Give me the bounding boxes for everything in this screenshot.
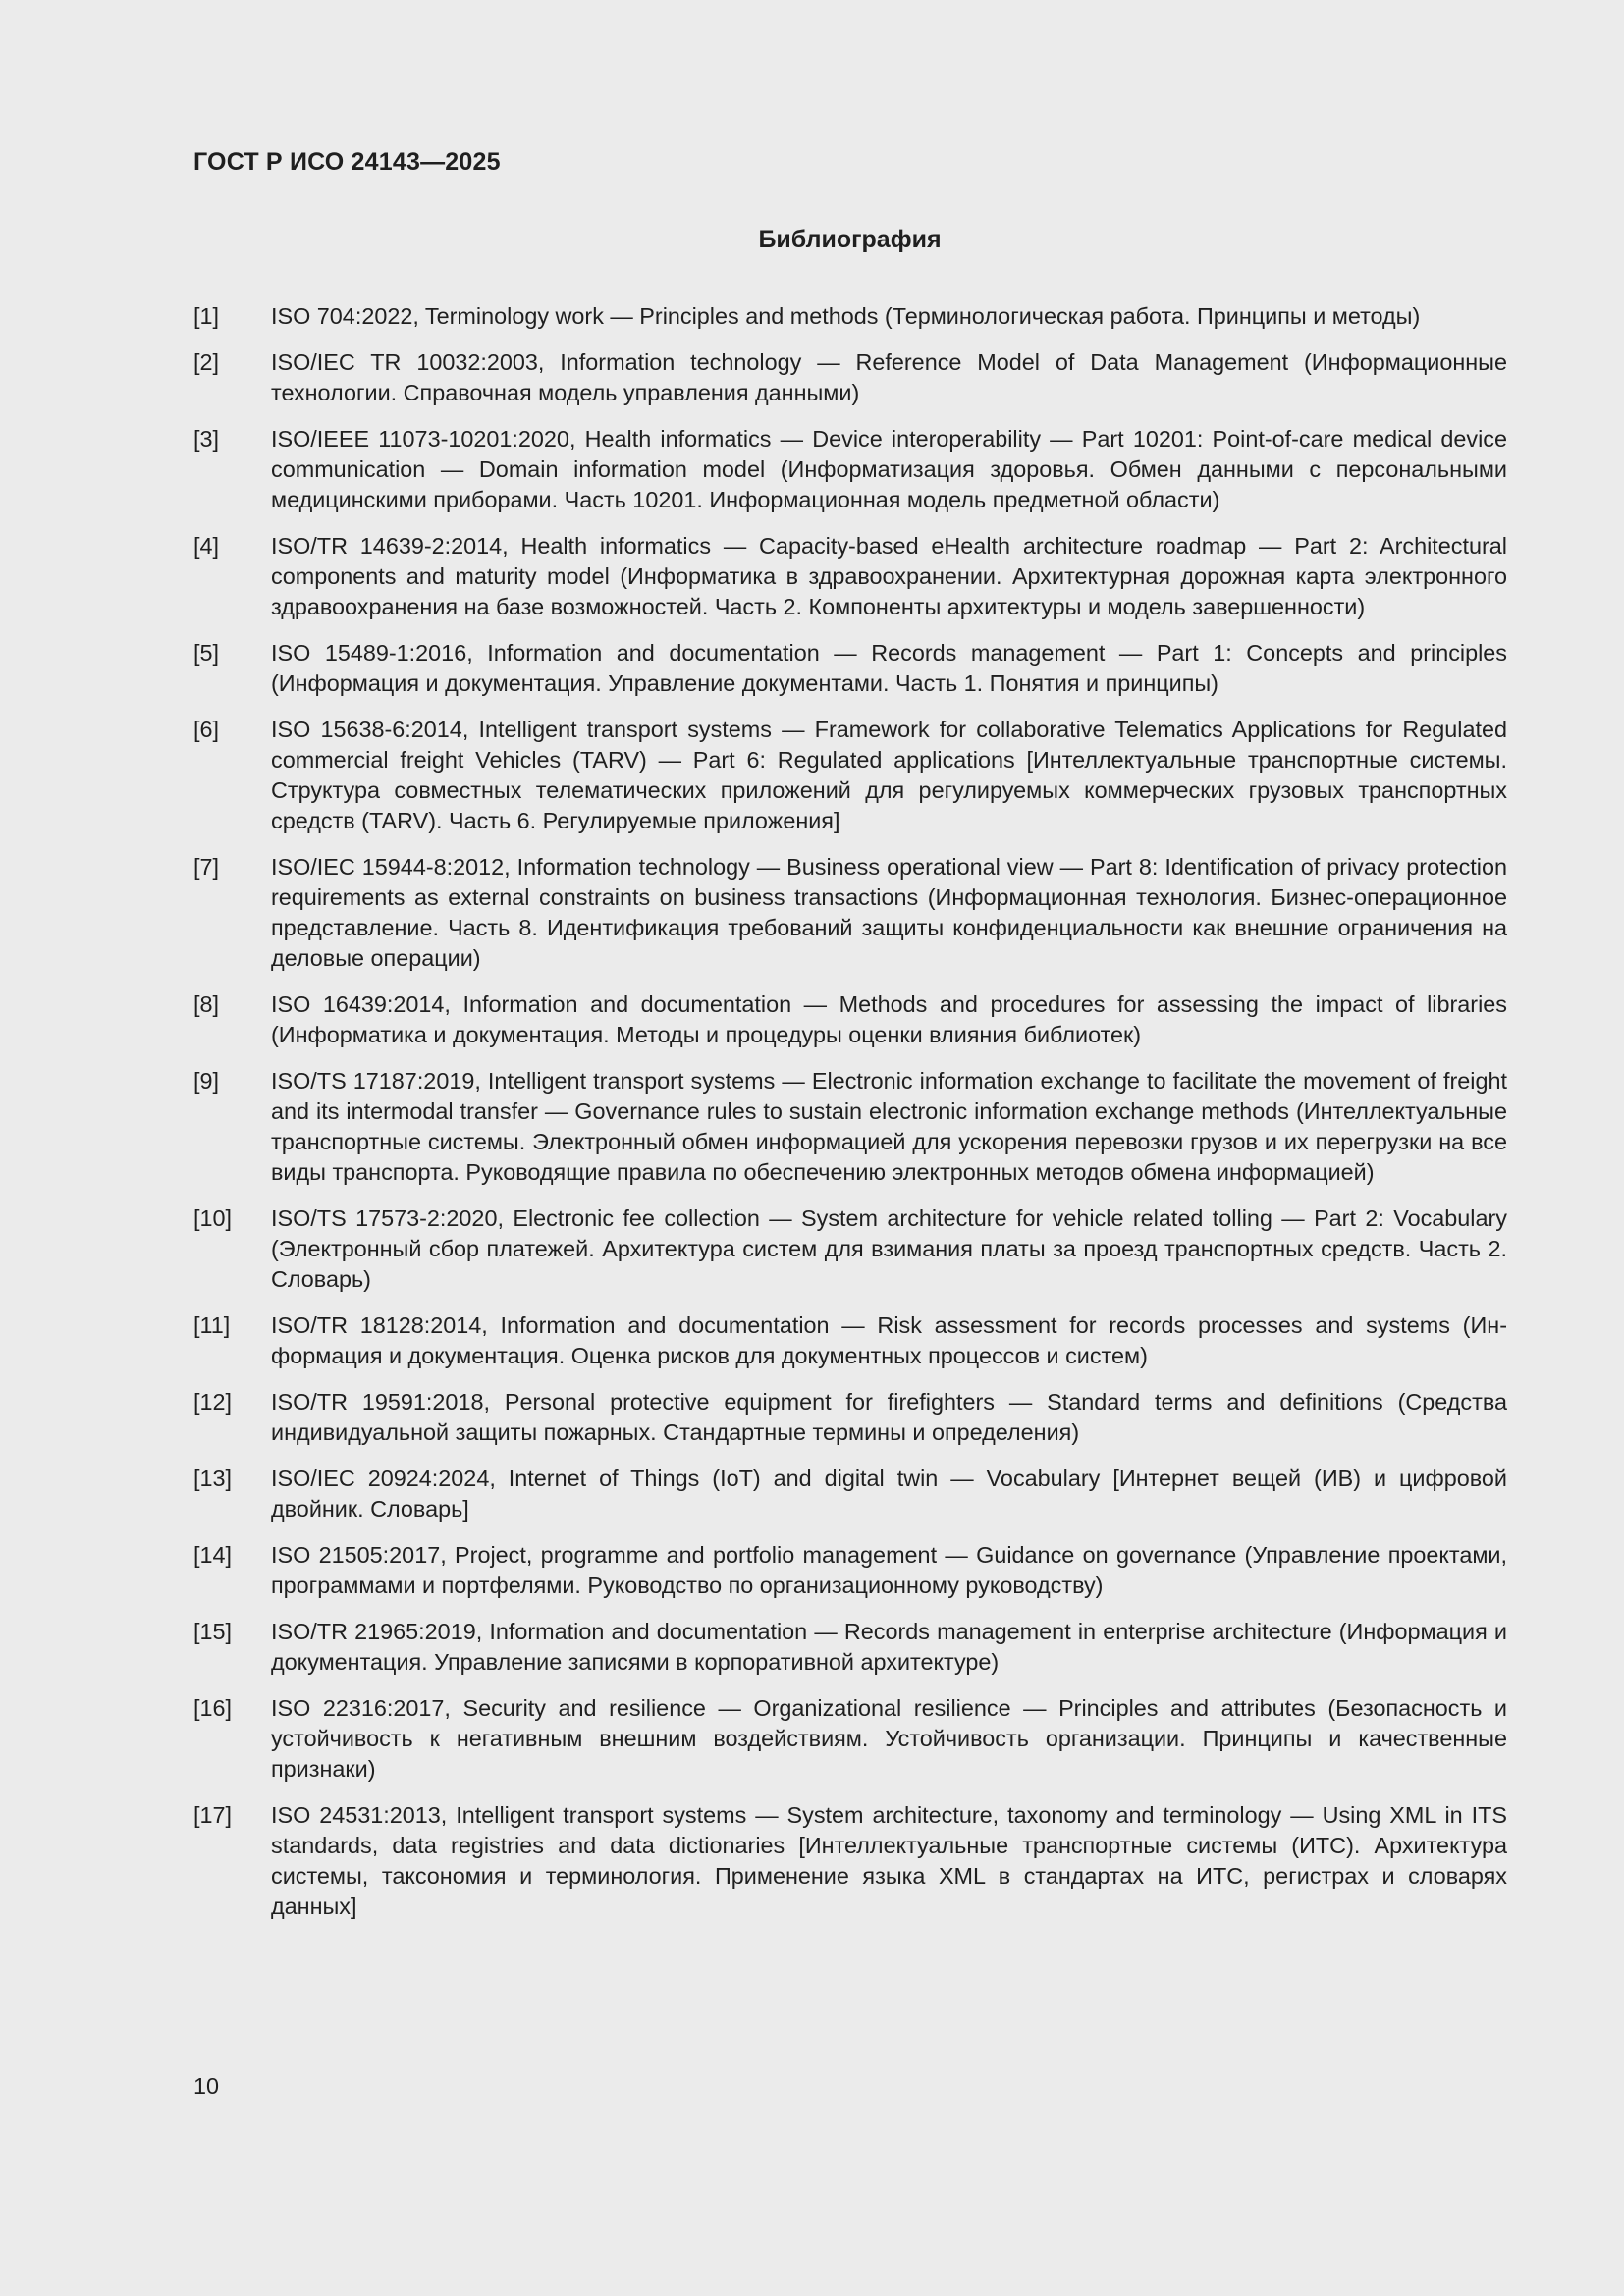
- bibliography-entry: [193, 852, 1507, 974]
- entry-number: [11]: [193, 1312, 231, 1338]
- entry-text: ISO/TR 18128:2014, Information and documentation — Risk assessment for records processes and systems (Информация и документация. Оценка рисков для документных процессов и систем): [271, 1312, 1507, 1368]
- entry-text: ISO/TS 17573-2:2020, Electronic fee collection — System architecture for vehicle related tolling — Part 2: Vocabulary (Электронный сбор платежей. Архитектура систем для взимания платы за проезд транспортных средств. Часть 2. Словарь): [271, 1205, 1507, 1292]
- entry-number: [14]: [193, 1542, 233, 1568]
- page-number: 10: [193, 2073, 220, 2099]
- entry-text: ISO 15489-1:2016, Information and documentation — Records management — Part 1: Concepts and principles (Информация и документация. Управление документами. Часть 1. Понятия и принципы): [271, 640, 1507, 696]
- entry-text: ISO/TR 19591:2018, Personal protective equipment for firefighters — Standard terms and definitions (Средства индивидуальной защиты пожарных. Стандартные термины и определения): [271, 1389, 1507, 1445]
- entry-number: [8]: [193, 991, 220, 1017]
- entry-text: ISO 22316:2017, Security and resilience — Organizational resilience — Principles and attributes (Безопасность и устойчивость к негативным внешним воздействиям. Устойчивость организации. Принципы и качественные признаки): [271, 1695, 1507, 1782]
- entry-text: ISO 704:2022, Terminology work — Principles and methods (Терминологическая работа. Принципы и методы): [271, 303, 1421, 329]
- bibliography-entry: [193, 531, 1507, 622]
- entry-text: ISO/TR 14639-2:2014, Health informatics — Capacity-based eHealth architecture roadmap — Part 2: Architectural components and maturity model (Информатика в здравоохранении. Архитектурная дорожная карта электронного здравоохранения на базе возможностей. Часть 2. Компоненты архитектуры и модель завершенности): [271, 533, 1507, 619]
- entry-number: [10]: [193, 1205, 233, 1231]
- entry-number: [4]: [193, 533, 220, 559]
- entry-number: [6]: [193, 717, 220, 742]
- entry-text: ISO 16439:2014, Information and documentation — Methods and procedures for assessing the impact of libraries (Информатика и документация. Методы и процедуры оценки влияния библиотек): [271, 991, 1507, 1047]
- bibliography-entry: [193, 1800, 1507, 1922]
- bibliography-entry: [193, 1310, 1507, 1371]
- entry-number: [17]: [193, 1802, 233, 1828]
- entry-text: ISO 21505:2017, Project, programme and portfolio management — Guidance on governance (Управление проектами, программами и портфелями. Руководство по организационному руководству): [271, 1542, 1507, 1598]
- entry-text: ISO/IEC TR 10032:2003, Information technology — Reference Model of Data Management (Информационные технологии. Справочная модель управления данными): [271, 349, 1507, 405]
- entry-number: [3]: [193, 426, 220, 452]
- entry-text: ISO 15638-6:2014, Intelligent transport systems — Framework for collaborative Telematics Applications for Regulated commercial freight Vehicles (TARV) — Part 6: Regulated applications [Интеллектуальные транспортные системы. Структура совместных телематических приложений для регулируемых коммерческих грузовых транспортных средств (TARV). Часть 6. Регулируемые приложения]: [271, 717, 1507, 833]
- bibliography-entry: [193, 715, 1507, 836]
- bibliography-entry: [193, 424, 1507, 515]
- bibliography-list: [193, 301, 1507, 1938]
- entry-text: ISO/IEEE 11073-10201:2020, Health informatics — Device interoperability — Part 10201: Point-of-care medical device communication — Domain information model (Информатизация здоровья. Обмен данными с персональными медицинскими приборами. Часть 10201. Информационная модель предметной области): [271, 426, 1507, 512]
- bibliography-entry: [193, 1617, 1507, 1678]
- entry-number: [9]: [193, 1068, 220, 1094]
- bibliography-entry: [193, 1693, 1507, 1785]
- section-title: Библиография: [758, 226, 942, 253]
- entry-number: [16]: [193, 1695, 233, 1721]
- entry-text: ISO/IEC 20924:2024, Internet of Things (IoT) and digital twin — Vocabulary [Интернет вещей (ИВ) и цифровой двойник. Словарь]: [271, 1466, 1507, 1522]
- bibliography-entry: [193, 638, 1507, 699]
- bibliography-entry: [193, 1066, 1507, 1188]
- entry-text: ISO/IEC 15944-8:2012, Information technology — Business operational view — Part 8: Identification of privacy protection requirements as external constraints on business transactions (Информационная технология. Бизнес-операционное представление. Часть 8. Идентификация требований защиты конфиденциальности как внешние ограничения на деловые операции): [271, 854, 1507, 971]
- entry-text: ISO 24531:2013, Intelligent transport systems — System architecture, taxonomy and terminology — Using XML in ITS standards, data registries and data dictionaries [Интеллектуальные транспортные системы (ИТС). Архитектура системы, таксономия и терминология. Применение языка XML в стандартах на ИТС, регистрах и словарях данных]: [271, 1802, 1507, 1919]
- entry-number: [5]: [193, 640, 220, 666]
- bibliography-entry: [193, 301, 1507, 332]
- bibliography-entry: [193, 1540, 1507, 1601]
- document-header-standard-id: ГОСТ Р ИСО 24143—2025: [193, 148, 501, 176]
- entry-number: [7]: [193, 854, 220, 880]
- entry-number: [12]: [193, 1389, 233, 1415]
- bibliography-entry: [193, 989, 1507, 1050]
- bibliography-entry: [193, 1387, 1507, 1448]
- entry-number: [1]: [193, 303, 220, 329]
- entry-text: ISO/TS 17187:2019, Intelligent transport systems — Electronic information exchange to facilitate the movement of freight and its intermodal transfer — Governance rules to sustain electronic information exchange methods (Интеллектуальные транспортные системы. Электронный обмен информацией для ускорения перевозки грузов и их перегрузки на все виды транспорта. Руководящие правила по обеспечению электронных методов обмена информацией): [271, 1068, 1507, 1185]
- bibliography-entry: [193, 1464, 1507, 1524]
- bibliography-entry: [193, 347, 1507, 408]
- entry-number: [15]: [193, 1619, 233, 1644]
- entry-text: ISO/TR 21965:2019, Information and documentation — Records management in enterprise architecture (Информация и документация. Управление записями в корпоративной архитектуре): [271, 1619, 1507, 1675]
- entry-number: [2]: [193, 349, 220, 375]
- bibliography-entry: [193, 1203, 1507, 1295]
- entry-number: [13]: [193, 1466, 233, 1491]
